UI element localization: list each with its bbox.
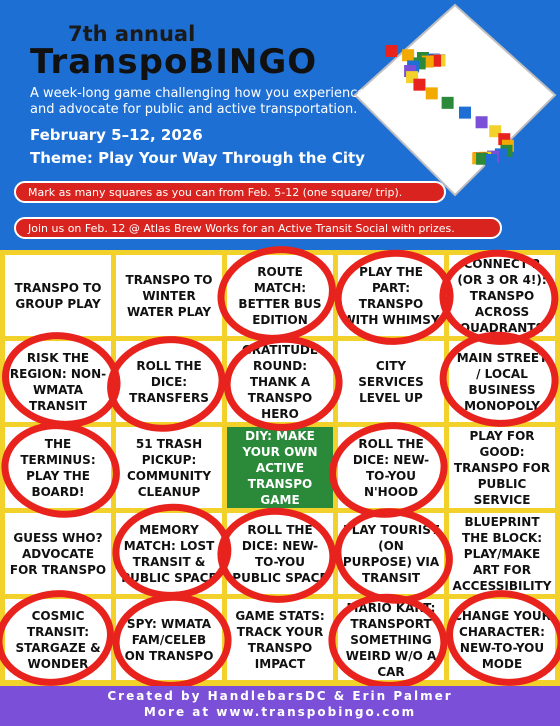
bingo-square[interactable]: ROLL THE DICE: NEW-TO-YOU N'HOOD [338,427,444,508]
edition-label: 7th annual [68,22,196,46]
bingo-square[interactable]: ROLL THE DICE: TRANSFERS [116,341,222,422]
bingo-square[interactable]: TRANSPO TO WINTER WATER PLAY [116,255,222,336]
bingo-square[interactable]: 51 TRASH PICKUP: COMMUNITY CLEANUP [116,427,222,508]
bingo-square[interactable]: MAIN STREET / LOCAL BUSINESS MONOPOLY [449,341,555,422]
board-path-tile [402,49,414,61]
board-path-tile [413,79,425,91]
bingo-square[interactable]: BLUEPRINT THE BLOCK: PLAY/MAKE ART FOR ACCESSIBILITY [449,513,555,594]
bingo-square[interactable]: SPY: WMATA FAM/CELEB ON TRANSPO [116,599,222,680]
bingo-square[interactable]: MEMORY MATCH: LOST TRANSIT & PUBLIC SPACE [116,513,222,594]
header [0,0,560,250]
footer-credit: Created by HandlebarsDC & Erin Palmer [107,689,453,703]
rules-notice: Mark as many squares as you can from Feb. 5-12 (one square/ trip). [14,181,446,203]
bingo-square[interactable]: PLAY TOURIST (ON PURPOSE) VIA TRANSIT [338,513,444,594]
bingo-square[interactable]: TRANSPO TO GROUP PLAY [5,255,111,336]
page-title: TranspoBINGO [30,42,318,82]
bingo-square[interactable]: THE TERMINUS: PLAY THE BOARD! [5,427,111,508]
board-path-tile [476,116,488,128]
bingo-square[interactable]: CITY SERVICES LEVEL UP [338,341,444,422]
event-dates: February 5–12, 2026 [30,126,203,144]
bingo-square[interactable]: ROUTE MATCH: BETTER BUS EDITION [227,255,333,336]
board-path-tile [459,107,471,119]
bingo-square[interactable]: GAME STATS: TRACK YOUR TRANSPO IMPACT [227,599,333,680]
board-path-tile [426,87,438,99]
bingo-square[interactable]: GRATITUDE ROUND: THANK A TRANSPO HERO [227,341,333,422]
bingo-grid [0,250,560,686]
bingo-square[interactable]: PLAY FOR GOOD: TRANSPO FOR PUBLIC SERVICE [449,427,555,508]
bingo-square[interactable]: ROLL THE DICE: NEW-TO-YOU PUBLIC SPACE [227,513,333,594]
description: A week-long game challenging how you experience and advocate for public and active transportation. [30,86,366,117]
bingo-square[interactable]: RISK THE REGION: NON-WMATA TRANSIT [5,341,111,422]
bingo-square[interactable]: PLAY THE PART: TRANSPO WITH WHIMSY [338,255,444,336]
board-path-tile [385,45,397,57]
bingo-square[interactable]: COSMIC TRANSIT: STARGAZE & WONDER [5,599,111,680]
board-path-tile [442,97,454,109]
footer-website[interactable]: More at www.transpobingo.com [143,705,417,719]
bingo-square[interactable]: CONNECT 2 (OR 3 OR 4!): TRANSPO ACROSS QUADRANTS [449,255,555,336]
bingo-square[interactable]: GUESS WHO? ADVOCATE FOR TRANSPO [5,513,111,594]
event-theme: Theme: Play Your Way Through the City [30,149,365,167]
bingo-square[interactable]: MARIO KART: TRANSPORT SOMETHING WEIRD W/O A CAR [338,599,444,680]
bingo-square[interactable]: CHANGE YOUR CHARACTER: NEW-TO-YOU MODE [449,599,555,680]
social-notice: Join us on Feb. 12 @ Atlas Brew Works for an Active Transit Social with prizes. [14,217,502,239]
free-square[interactable]: DIY: MAKE YOUR OWN ACTIVE TRANSPO GAME [227,427,333,508]
board-path-tile [485,154,497,166]
